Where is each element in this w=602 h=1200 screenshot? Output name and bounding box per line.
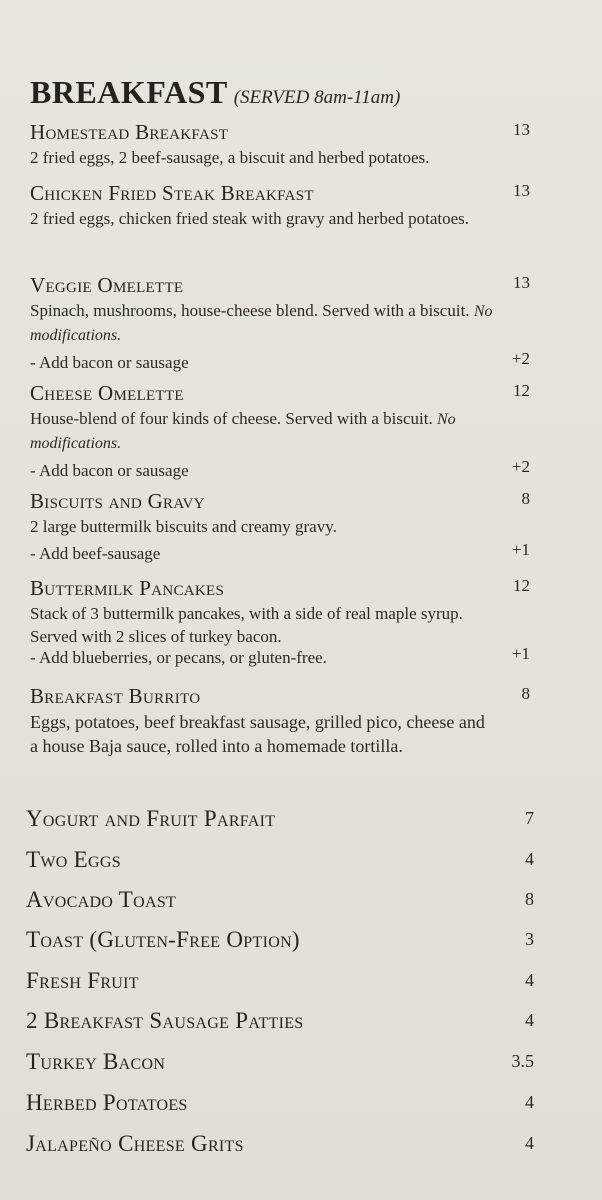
menu-item <box>30 489 530 567</box>
item-name: Buttermilk Pancakes <box>30 576 225 600</box>
side-name: Toast (Gluten-Free Option) <box>26 927 300 952</box>
item-name: Biscuits and Gravy <box>30 489 205 513</box>
item-description: Stack of 3 buttermilk pancakes, with a side of real maple syrup. Served with 2 slices of turkey bacon. <box>30 604 463 646</box>
side-price: 4 <box>525 1010 534 1030</box>
addon-label: - Add beef-sausage <box>30 544 161 563</box>
item-description: 2 fried eggs, 2 beef-sausage, a biscuit and herbed potatoes. <box>30 148 430 167</box>
side-item <box>26 968 534 994</box>
item-addon <box>30 349 530 376</box>
item-price: 13 <box>513 181 530 200</box>
side-price: 4 <box>525 1133 534 1153</box>
side-item <box>26 1090 534 1116</box>
addon-label: - Add blueberries, or pecans, or gluten-free. <box>30 648 327 667</box>
item-description: Spinach, mushrooms, house-cheese blend. Served with a biscuit. <box>30 301 470 320</box>
item-description: 2 fried eggs, chicken fried steak with gravy and herbed potatoes. <box>30 209 470 228</box>
side-item <box>26 806 534 832</box>
side-price: 8 <box>525 889 534 909</box>
item-price: 12 <box>513 381 530 400</box>
side-price: 3 <box>525 929 534 949</box>
item-addon <box>30 457 530 484</box>
item-note: No modifications. <box>30 411 456 452</box>
addon-price: +1 <box>511 540 530 559</box>
side-item <box>26 1008 534 1034</box>
addon-price: +2 <box>511 349 530 368</box>
item-name: Homestead Breakfast <box>30 120 229 144</box>
addon-price: +1 <box>511 644 530 663</box>
side-item <box>26 847 534 873</box>
side-name: 2 Breakfast Sausage Patties <box>26 1008 304 1033</box>
addon-label: - Add bacon or sausage <box>30 461 189 480</box>
menu-item <box>30 120 530 169</box>
item-price: 8 <box>521 684 530 703</box>
item-price: 8 <box>521 489 530 508</box>
item-description: House-blend of four kinds of cheese. Served with a biscuit. <box>30 409 433 428</box>
item-name: Breakfast Burrito <box>30 684 201 708</box>
side-item <box>26 927 534 953</box>
side-name: Yogurt and Fruit Parfait <box>26 806 276 831</box>
item-price: 13 <box>513 120 530 139</box>
side-price: 4 <box>525 1092 534 1112</box>
item-addon <box>30 644 530 671</box>
item-name: Cheese Omelette <box>30 381 184 405</box>
menu-item <box>30 684 530 758</box>
serving-hours: (SERVED 8am-11am) <box>233 87 401 108</box>
addon-label: - Add bacon or sausage <box>30 353 189 372</box>
menu-item <box>30 181 530 230</box>
side-name: Two Eggs <box>26 847 121 872</box>
menu-item <box>30 381 530 484</box>
side-price: 4 <box>525 849 534 869</box>
side-price: 7 <box>525 808 534 828</box>
side-item <box>26 887 534 913</box>
menu-header <box>30 74 400 111</box>
menu-item <box>30 576 530 671</box>
item-description: Eggs, potatoes, beef breakfast sausage, grilled pico, cheese and a house Baja sauce, rolled into a homemade tortilla. <box>30 712 485 756</box>
item-note: No modifications. <box>30 303 493 344</box>
side-price: 3.5 <box>511 1051 534 1071</box>
side-name: Jalapeño Cheese Grits <box>26 1131 244 1156</box>
side-name: Herbed Potatoes <box>26 1090 188 1115</box>
side-name: Turkey Bacon <box>26 1049 166 1074</box>
side-name: Avocado Toast <box>26 887 177 912</box>
item-description: 2 large buttermilk biscuits and creamy gravy. <box>30 517 337 536</box>
addon-price: +2 <box>511 457 530 476</box>
menu-item <box>30 273 530 376</box>
side-item <box>26 1131 534 1157</box>
side-name: Fresh Fruit <box>26 968 139 993</box>
side-price: 4 <box>525 970 534 990</box>
section-title: BREAKFAST <box>30 74 228 110</box>
item-price: 13 <box>513 273 530 292</box>
item-name: Chicken Fried Steak Breakfast <box>30 181 314 205</box>
item-price: 12 <box>513 576 530 595</box>
item-addon <box>30 540 530 567</box>
side-item <box>26 1049 534 1075</box>
item-name: Veggie Omelette <box>30 273 184 297</box>
